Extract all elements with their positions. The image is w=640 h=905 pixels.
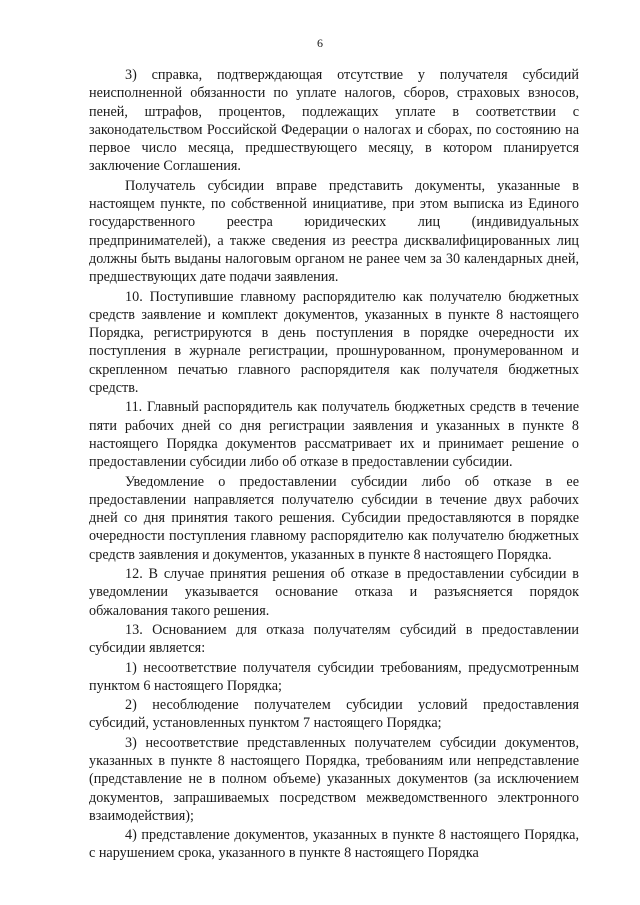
list-item-4: 4) представление документов, указанных в пункте 8 настоящего Порядка, с нарушением срока, указанного в пункте 8 настоящего Порядка: [89, 827, 579, 862]
list-item-1: 1) несоответствие получателя субсидии требованиям, предусмотренным пунктом 6 настоящего Порядка;: [89, 659, 579, 694]
paragraph-10-registration: 10. Поступившие главному распорядителю как получателю бюджетных средств заявление и комплект документов, указанных в пункте 8 настоящего Порядка, регистрируются в день поступления в порядке очередности их поступления в журнале регистрации, прошнурованном, пронумерованном и скрепленном печатью главного распорядителя как получателя бюджетных средств.: [89, 288, 579, 397]
paragraph-notification: Уведомление о предоставлении субсидии либо об отказе в ее предоставлении направляется получателю субсидии в течение двух рабочих дней со дня принятия такого решения. Субсидии предоставляются в порядке очередности поступления главному распорядителю как получателю бюджетных средств заявления и документов, указанных в пункте 8 настоящего Порядка.: [89, 473, 579, 563]
paragraph-13-grounds: 13. Основанием для отказа получателям субсидий в предоставлении субсидии является:: [89, 621, 579, 657]
list-item-2: 2) несоблюдение получателем субсидии условий предоставления субсидий, установленных пунктом 7 настоящего Порядка;: [89, 697, 579, 732]
paragraph-11-review: 11. Главный распорядитель как получатель бюджетных средств в течение пяти рабочих дней со дня регистрации заявления и указанных в пункте 8 настоящего Порядка документов рассматривает их и принимает решение о предоставлении субсидии либо об отказе в предоставлении субсидии.: [89, 399, 579, 471]
page-number: 6: [317, 36, 323, 50]
list-item-3: 3) несоответствие представленных получателем субсидии документов, указанных в пункте 8 настоящего Порядка, требованиям или непредставление (представление не в полном объеме) указанных документов (за исключением документов, запрашиваемых посредством межведомственного электронного взаимодействия);: [89, 734, 579, 824]
document-body: [89, 66, 579, 864]
paragraph-12-refusal: 12. В случае принятия решения об отказе в предоставлении субсидии в уведомлении указывается основание отказа и разъясняется порядок обжалования такого решения.: [89, 566, 579, 619]
paragraph-tax-certificate: 3) справка, подтверждающая отсутствие у получателя субсидий неисполненной обязанности по уплате налогов, сборов, страховых взносов, пеней, штрафов, процентов, подлежащих уплате в соответствии с законодательством Российской Федерации о налогах и сборах, по состоянию на первое число месяца, предшествующего месяцу, в котором планируется заключение Соглашения.: [89, 67, 579, 175]
paragraph-own-initiative: Получатель субсидии вправе представить документы, указанные в настоящем пункте, по собственной инициативе, при этом выписка из Единого государственного реестра юридических лиц (индивидуальных предпринимателей), а также сведения из реестра дисквалифицированных лиц должны быть выданы налоговым органом не ранее чем за 30 календарных дней, предшествующих дате подачи заявления.: [89, 177, 579, 286]
